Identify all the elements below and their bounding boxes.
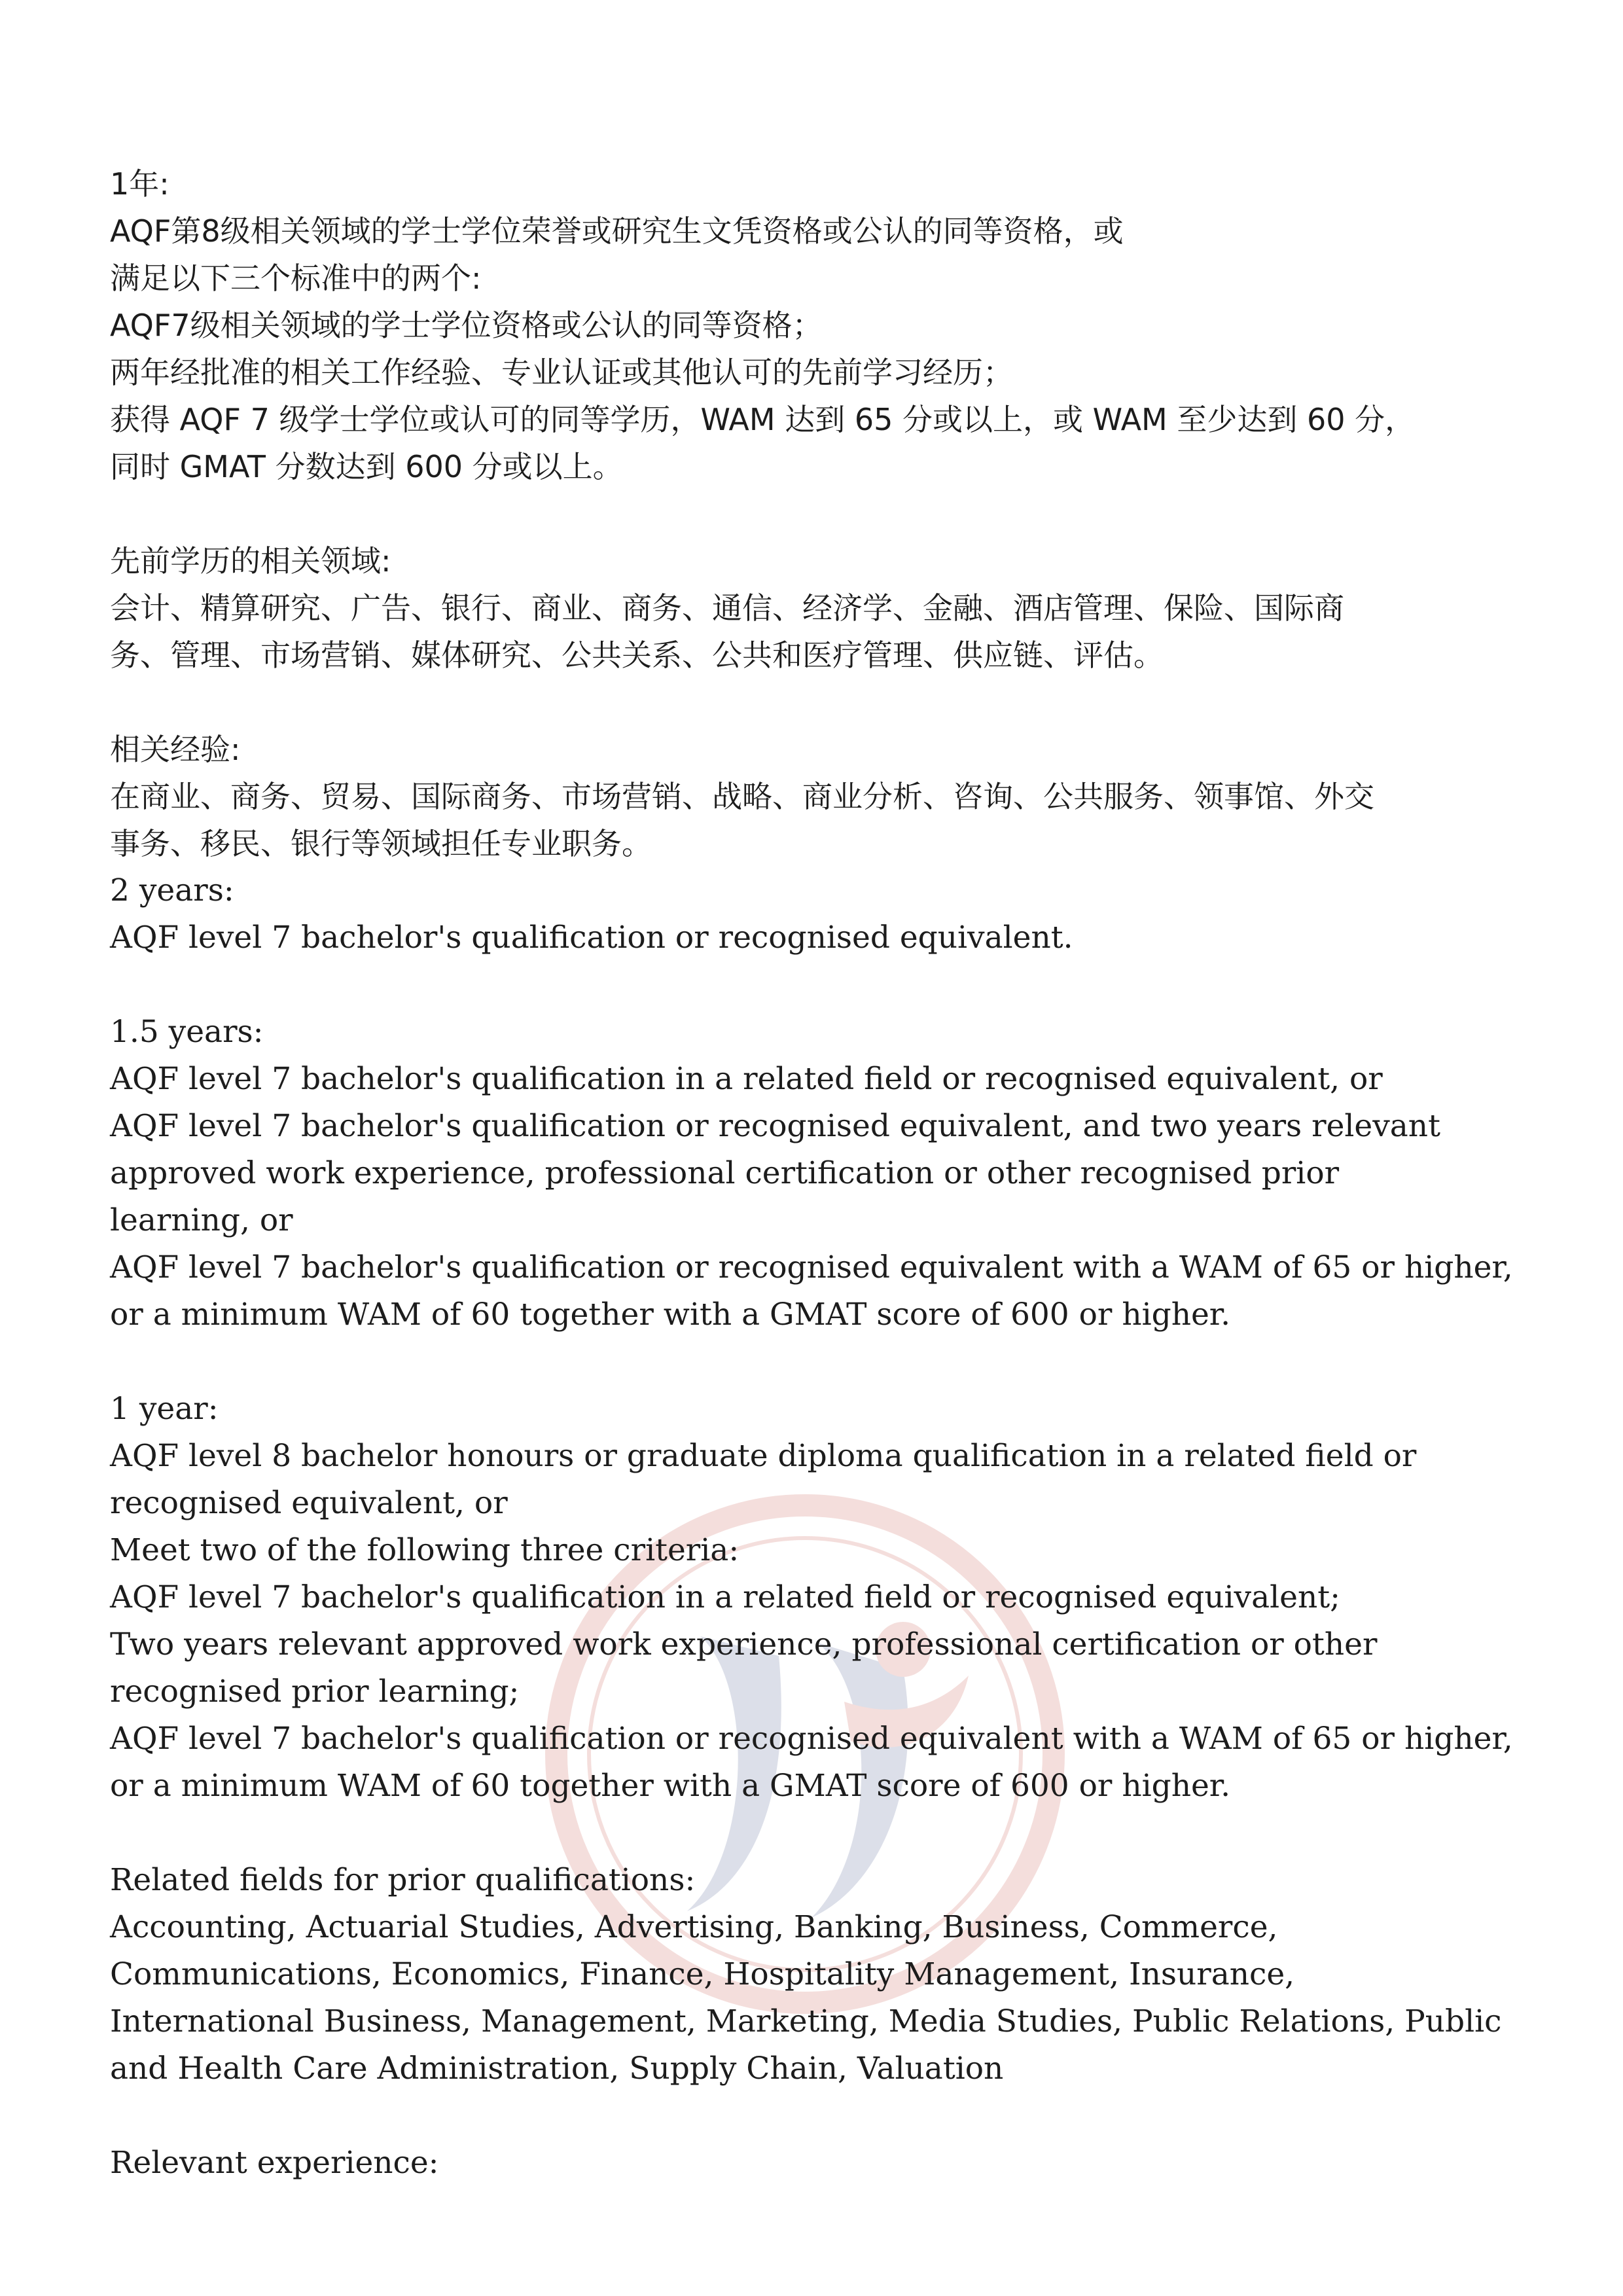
en-experience-heading: Relevant experience: xyxy=(110,2145,439,2181)
en-one-year-option-1-l2: recognised equivalent, or xyxy=(110,1485,508,1521)
en-fields-l1: Accounting, Actuarial Studies, Advertising, Banking, Business, Commerce, xyxy=(110,1909,1278,1945)
zh-criterion-3-line1: 获得 AQF 7 级学士学位或认可的同等学历，WAM 达到 65 分或以上，或 WAM 至少达到 60 分， xyxy=(110,402,1416,437)
en-one-half-option-3-l1: AQF level 7 bachelor's qualification or recognised equivalent with a WAM of 65 or higher, xyxy=(110,1249,1513,1285)
en-one-half-option-2-l3: learning, or xyxy=(110,1202,293,1238)
en-fields-l2: Communications, Economics, Finance, Hospitality Management, Insurance, xyxy=(110,1956,1295,1992)
zh-fields-line1: 会计、精算研究、广告、银行、商业、商务、通信、经济学、金融、酒店管理、保险、国际商 xyxy=(110,590,1344,626)
en-criterion-2-l2: recognised prior learning; xyxy=(110,1674,520,1710)
zh-criterion-1: AQF7级相关领域的学士学位资格或公认的同等资格； xyxy=(110,308,823,343)
zh-criterion-2: 两年经批准的相关工作经验、专业认证或其他认可的先前学习经历； xyxy=(110,355,1013,390)
en-criteria-intro: Meet two of the following three criteria: xyxy=(110,1532,740,1568)
en-criterion-1: AQF level 7 bachelor's qualification in a related field or recognised equivalent; xyxy=(110,1579,1340,1615)
zh-experience-line2: 事务、移民、银行等领域担任专业职务。 xyxy=(110,826,652,861)
paragraph-gap xyxy=(110,1810,1524,1857)
zh-experience-line1: 在商业、商务、贸易、国际商务、市场营销、战略、商业分析、咨询、公共服务、领事馆、外交 xyxy=(110,779,1374,814)
en-one-half-option-2-l2: approved work experience, professional certification or other recognised prior xyxy=(110,1155,1340,1191)
en-fields-l4: and Health Care Administration, Supply Chain, Valuation xyxy=(110,2051,1004,2087)
paragraph-gap xyxy=(110,679,1524,726)
en-one-half-option-2-l1: AQF level 7 bachelor's qualification or recognised equivalent, and two years relevant xyxy=(110,1108,1440,1144)
en-one-half-heading: 1.5 years: xyxy=(110,1014,264,1050)
en-criterion-2-l1: Two years relevant approved work experience, professional certification or other xyxy=(110,1626,1378,1662)
zh-criteria-intro: 满足以下三个标准中的两个: xyxy=(110,260,482,296)
paragraph-gap xyxy=(110,490,1524,537)
zh-one-year-option-1: AQF第8级相关领域的学士学位荣誉或研究生文凭资格或公认的同等资格，或 xyxy=(110,213,1124,249)
zh-one-year-heading: 1年: xyxy=(110,166,169,202)
document-body xyxy=(110,160,1524,2187)
paragraph-gap xyxy=(110,961,1524,1009)
zh-fields-heading: 先前学历的相关领域: xyxy=(110,543,391,579)
en-one-year-heading: 1 year: xyxy=(110,1391,219,1427)
en-criterion-3-l1: AQF level 7 bachelor's qualification or recognised equivalent with a WAM of 65 or higher, xyxy=(110,1721,1513,1757)
en-one-half-option-3-l2: or a minimum WAM of 60 together with a GMAT score of 600 or higher. xyxy=(110,1297,1231,1333)
en-one-year-option-1-l1: AQF level 8 bachelor honours or graduate diploma qualification in a related field or xyxy=(110,1438,1417,1474)
en-criterion-3-l2: or a minimum WAM of 60 together with a GMAT score of 600 or higher. xyxy=(110,1768,1231,1804)
zh-criterion-3-line2: 同时 GMAT 分数达到 600 分或以上。 xyxy=(110,449,623,484)
zh-fields-line2: 务、管理、市场营销、媒体研究、公共关系、公共和医疗管理、供应链、评估。 xyxy=(110,637,1164,673)
en-two-years-heading: 2 years: xyxy=(110,872,234,908)
en-two-years-requirement: AQF level 7 bachelor's qualification or recognised equivalent. xyxy=(110,920,1073,956)
en-one-half-option-1: AQF level 7 bachelor's qualification in a related field or recognised equivalent, or xyxy=(110,1061,1383,1097)
paragraph-gap xyxy=(110,2092,1524,2140)
zh-experience-heading: 相关经验: xyxy=(110,732,241,767)
en-fields-heading: Related fields for prior qualifications: xyxy=(110,1862,696,1898)
en-fields-l3: International Business, Management, Marketing, Media Studies, Public Relations, Public xyxy=(110,2003,1502,2039)
paragraph-gap xyxy=(110,1338,1524,1386)
